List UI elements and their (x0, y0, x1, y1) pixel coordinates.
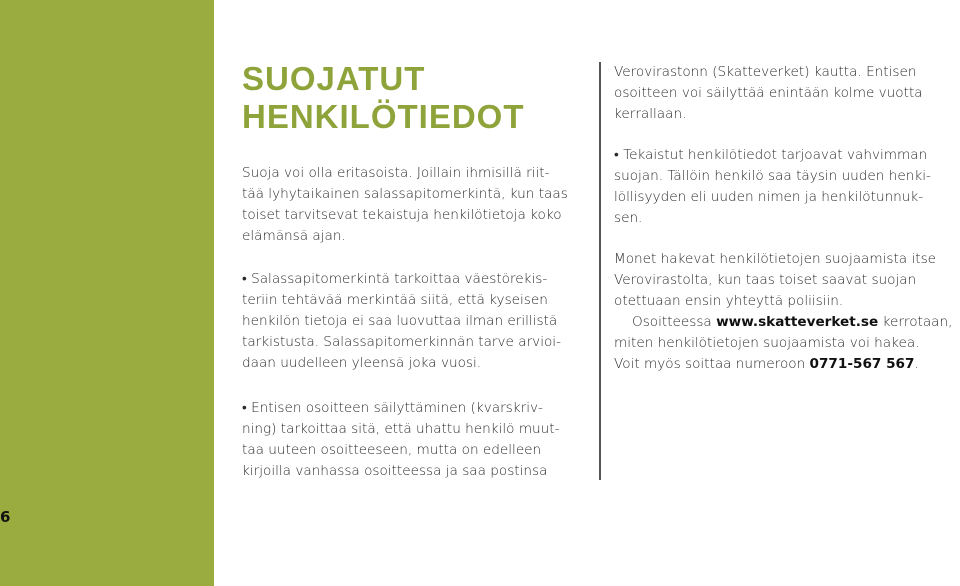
text-fragment: . (914, 356, 919, 372)
paragraph-lisatietoja (614, 312, 960, 375)
bullet-salassapito (242, 269, 587, 374)
text-line: elämänsä ajan. (242, 228, 346, 244)
text-line: tää lyhytaikainen salassapitomerkintä, kun taas (242, 186, 568, 202)
title-line-1: SUOJATUT (242, 60, 426, 97)
text-fragment: Voit myös soittaa numeroon (614, 356, 810, 372)
text-line (614, 354, 960, 375)
intro-paragraph (242, 163, 587, 247)
continued-paragraph (614, 62, 960, 125)
page-title (242, 60, 542, 136)
text-line: löllisyyden eli uuden nimen ja henkilötunnuk- (614, 189, 924, 205)
text-line: henkilön tietoja ei saa luovuttaa ilman erillistä (242, 313, 558, 329)
text-fragment: kerrotaan, (878, 314, 953, 330)
text-line: toiset tarvitsevat tekaistuja henkilötietoja koko (242, 207, 562, 223)
left-column (242, 163, 587, 482)
text-fragment: Osoitteessa (632, 314, 717, 330)
text-line: taa uuteen osoitteeseen, mutta on edelleen (242, 442, 542, 458)
text-line: Monet hakevat henkilötietojen suojaamista itse (614, 251, 937, 267)
text-line: Verovirastolta, kun taas toiset saavat suojan (614, 272, 917, 288)
text-line: miten henkilötietojen suojaamista voi hakea. (614, 335, 920, 351)
title-line-2: HENKILÖTIEDOT (242, 98, 525, 135)
text-line: kerrallaan. (614, 106, 687, 122)
website-link: www.skatteverket.se (716, 314, 879, 330)
right-column (614, 62, 960, 375)
text-line: • Salassapitomerkintä tarkoittaa väestörekis- (242, 271, 548, 287)
phone-number: 0771-567 567 (809, 356, 915, 372)
column-divider (599, 62, 601, 480)
page-number: 6 (0, 508, 11, 526)
text-line: ning) tarkoittaa sitä, että uhattu henkilö muut- (242, 421, 560, 437)
text-line: Suoja voi olla eritasoista. Joillain ihmisillä riit- (242, 165, 550, 181)
text-line: teriin tehtävää merkintää siitä, että kyseisen (242, 292, 548, 308)
green-side-bar (0, 0, 214, 586)
text-line: • Tekaistut henkilötiedot tarjoavat vahvimman (614, 147, 928, 163)
bullet-entinen-osoite (242, 398, 587, 482)
text-line (614, 312, 960, 333)
text-line: daan uudelleen yleensä joka vuosi. (242, 355, 482, 371)
text-line: sen. (614, 210, 643, 226)
text-line: osoitteen voi säilyttää enintään kolme vuotta (614, 85, 923, 101)
text-line: otettuaan ensin yhteyttä poliisiin. (614, 293, 844, 309)
text-line: suojan. Tällöin henkilö saa täysin uuden henki- (614, 168, 931, 184)
paragraph-hakeminen (614, 249, 960, 312)
text-line: • Entisen osoitteen säilyttäminen (kvarskriv- (242, 400, 543, 416)
text-line: Verovirastonn (Skatteverket) kautta. Entisen (614, 64, 917, 80)
text-line: tarkistusta. Salassapitomerkinnän tarve arvioi- (242, 334, 561, 350)
text-line: kirjoilla vanhassa osoitteessa ja saa postinsa (242, 463, 548, 479)
bullet-tekaistut (614, 145, 960, 229)
